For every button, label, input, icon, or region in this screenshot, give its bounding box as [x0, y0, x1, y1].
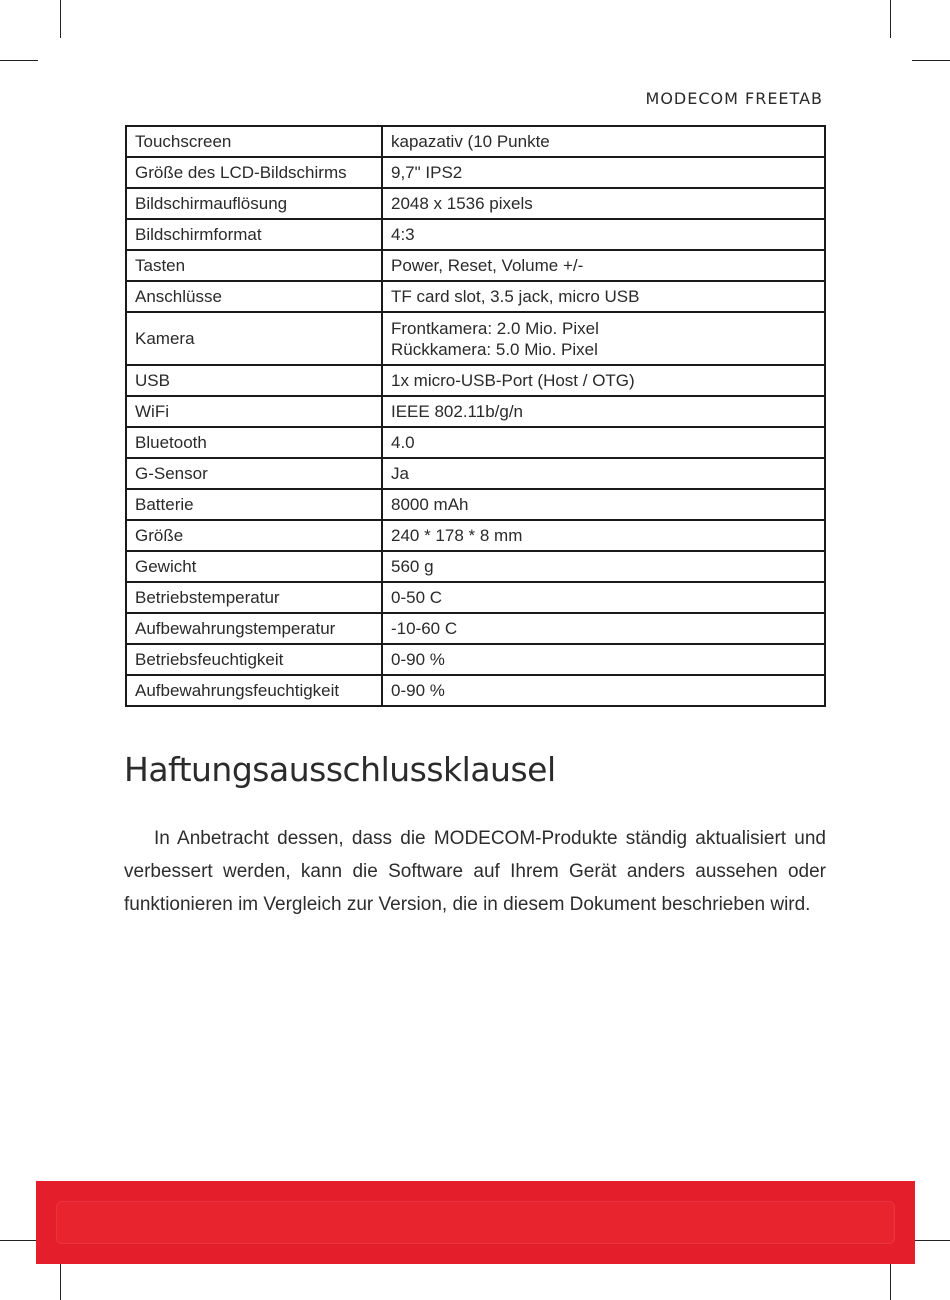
table-row	[126, 396, 825, 427]
table-row	[126, 520, 825, 551]
spec-value: 0-90 %	[382, 644, 825, 675]
table-row	[126, 675, 825, 706]
spec-value: 560 g	[382, 551, 825, 582]
spec-label: Batterie	[126, 489, 382, 520]
spec-label: WiFi	[126, 396, 382, 427]
spec-label: USB	[126, 365, 382, 396]
spec-label: Gewicht	[126, 551, 382, 582]
table-row	[126, 250, 825, 281]
spec-value: 8000 mAh	[382, 489, 825, 520]
crop-mark-top-right-horizontal	[912, 60, 950, 61]
spec-value: TF card slot, 3.5 jack, micro USB	[382, 281, 825, 312]
spec-value-line-1: Frontkamera: 2.0 Mio. Pixel	[391, 318, 599, 338]
disclaimer-paragraph: In Anbetracht dessen, dass die MODECOM-Produkte ständig aktualisiert und verbessert werden, kann die Software auf Ihrem Gerät anders aussehen oder funktionieren im Vergleich zur Version, die in diesem Dokument beschrieben wird.	[124, 828, 826, 915]
spec-label: Aufbewahrungsfeuchtigkeit	[126, 675, 382, 706]
spec-label: Betriebstemperatur	[126, 582, 382, 613]
crop-mark-bottom-left-horizontal	[0, 1240, 38, 1241]
spec-value: Ja	[382, 458, 825, 489]
spec-label: Anschlüsse	[126, 281, 382, 312]
crop-mark-bottom-left-vertical	[60, 1262, 61, 1300]
crop-mark-bottom-right-horizontal	[912, 1240, 950, 1241]
spec-label: Tasten	[126, 250, 382, 281]
table-row	[126, 427, 825, 458]
spec-label: Kamera	[126, 312, 382, 365]
spec-label: Bluetooth	[126, 427, 382, 458]
table-row	[126, 644, 825, 675]
table-row	[126, 126, 825, 157]
spec-value: Power, Reset, Volume +/-	[382, 250, 825, 281]
spec-label: Größe des LCD-Bildschirms	[126, 157, 382, 188]
spec-label: Aufbewahrungstemperatur	[126, 613, 382, 644]
spec-value: -10-60 C	[382, 613, 825, 644]
spec-label: Bildschirmauflösung	[126, 188, 382, 219]
crop-mark-bottom-right-vertical	[890, 1262, 891, 1300]
spec-value: kapazativ (10 Punkte	[382, 126, 825, 157]
footer-band-inner	[56, 1201, 895, 1244]
table-row	[126, 188, 825, 219]
spec-value: IEEE 802.11b/g/n	[382, 396, 825, 427]
crop-mark-top-right-vertical	[890, 0, 891, 38]
spec-value: 2048 x 1536 pixels	[382, 188, 825, 219]
spec-value: 9,7" IPS2	[382, 157, 825, 188]
spec-value: 4.0	[382, 427, 825, 458]
spec-value: 0-90 %	[382, 675, 825, 706]
spec-value: 0-50 C	[382, 582, 825, 613]
table-row	[126, 582, 825, 613]
footer-band	[36, 1181, 915, 1264]
table-row	[126, 458, 825, 489]
table-row	[126, 312, 825, 365]
section-title: Haftungsausschlussklausel	[124, 750, 556, 789]
spec-label: Bildschirmformat	[126, 219, 382, 250]
table-row	[126, 613, 825, 644]
table-row	[126, 551, 825, 582]
specifications-table	[125, 125, 826, 707]
spec-value-line-2: Rückkamera: 5.0 Mio. Pixel	[391, 339, 598, 359]
table-row	[126, 157, 825, 188]
spec-value: 240 * 178 * 8 mm	[382, 520, 825, 551]
table-row	[126, 365, 825, 396]
spec-label: Touchscreen	[126, 126, 382, 157]
table-row	[126, 219, 825, 250]
spec-value-multiline	[382, 312, 825, 365]
spec-value: 1x micro-USB-Port (Host / OTG)	[382, 365, 825, 396]
table-row	[126, 281, 825, 312]
header-brand: MODECOM FREETAB	[645, 89, 823, 108]
crop-mark-top-left-horizontal	[0, 60, 38, 61]
spec-value: 4:3	[382, 219, 825, 250]
spec-label: Betriebsfeuchtigkeit	[126, 644, 382, 675]
spec-label: G-Sensor	[126, 458, 382, 489]
table-row	[126, 489, 825, 520]
crop-mark-top-left-vertical	[60, 0, 61, 38]
spec-label: Größe	[126, 520, 382, 551]
